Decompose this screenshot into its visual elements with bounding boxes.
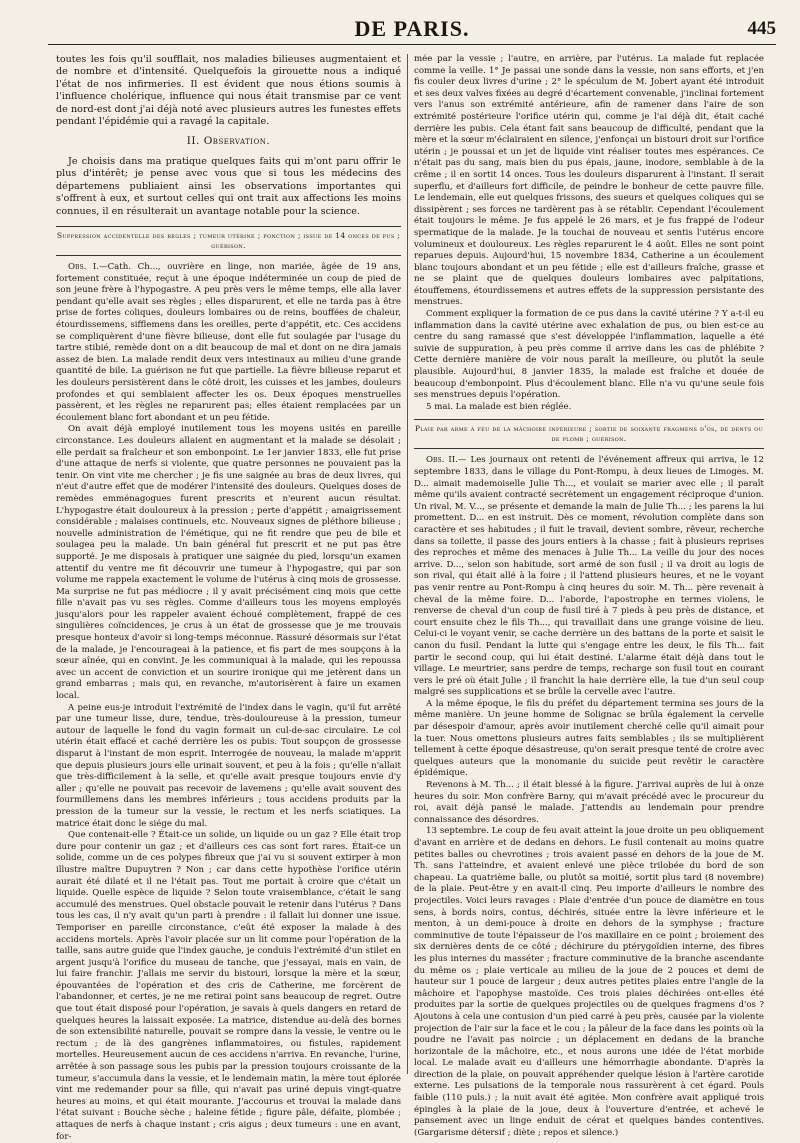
case-heading-2: Plaie par arme à feu de la mâchoire inférieure ; sortie de soixante fragmens d'os, de dents ou de plomb ; guérison. [414, 419, 764, 449]
column-divider [407, 54, 408, 1074]
paragraph: 13 septembre. Le coup de feu avait atteint la joue droite un peu obliquement d'avant en arrière et de dedans en dehors. Le fusil contenait au moins quatre petites balles ou chevrotines ; trois avaient passé en dehors de la joue de M. Th. sans l'atteindre, et avaient enlevé une pièce trilobée du bord de son chapeau. La quatrième balle, ou plutôt sa moitié, sortit plus tard (8 novembre) de la plaie. Peut-être y en avait-il cinq. Peu importe d'ailleurs le nombre des projectiles. Voici leurs ravages : Plaie d'entrée d'un pouce de diamètre en tous sens, à bords noirs, contus, déchirés, située entre la lèvre inférieure et le menton, à un demi-pouce à droite en dehors de la symphyse ; fracture comminutive de toute l'épaisseur de l'os maxillaire en ce point ; broiement des six dernières dents de ce côté ; déchirure du ptérygoïdien interne, des fibres les plus internes du masséter ; fracture comminutive de la branche ascendante du même os ; plaie verticale au milieu de la joue de 2 pouces et demi de hauteur sur 1 pouce de largeur ; deux autres petites plaies entre l'angle de la mâchoire et l'apophyse mastoïde. Ces trois plaies déchirées ont-elles été produites par la sortie de quelques projectiles ou de quelques fragmens d'os ? Ajoutons à cela une contusion d'un pied carré à peu près, causée par la violente projection de l'air sur la face et le cou ; la pâleur de la face dans les points où la poudre ne l'avait pas noircie ; un déplacement en dedans de la branche horizontale de la mâchoire, etc., et nous aurons une idée de l'état morbide local. Le malade avait eu d'ailleurs une hémorrhagie abondante. D'après la direction de la plaie, on pouvait appréhender quelque lésion à l'artère carotide externe. Les pulsations de la temporale nous rassurèrent à cet égard. Pouls faible (110 puls.) ; la nuit avait été agitée. Mon confrère avait appliqué trois épingles à la plaie de la joue, deux à l'ouverture d'entrée, et achevé le pansement avec un linge enduit de cérat et quelques bandes contentives. (Gargarisme détersif ; diète ; repos et silence.) [414, 826, 764, 1138]
right-column [414, 54, 764, 1138]
paragraph: Comment expliquer la formation de ce pus dans la cavité utérine ? Y a-t-il eu inflammation dans la cavité utérine avec exhalation de pus, ou bien est-ce au centre du sang ramassé que s'est développée l'inflammation, laquelle a été suivie de suppuration, à peu près comme il arrive dans les cas de phlébite ? Cette dernière manière de voir nous paraît la meilleure, ou plutôt la seule plausible. Aujourd'hui, 8 janvier 1835, la malade est fraîche et douée de beaucoup d'embonpoint. Plus d'écoulement blanc. Elle n'a vu qu'une seule fois ses menstrues depuis l'opération. [414, 309, 764, 401]
section-heading: II. Observation. [186, 135, 271, 148]
case-heading-1: Suppression accidentelle des règles ; tumeur utérine ; ponction ; issue de 14 onces de pus ; guérison. [56, 226, 401, 256]
observation-text: — Les journaux ont retenti de l'événement affreux qui arriva, le 12 septembre 1833, dans le village du Pont-Rompu, à deux lieues de Limoges. M. D... aimait mademoiselle Julie Th..., et voulait se marier avec elle ; il paraît même qu'ils avaient contracté secrètement un engagement réciproque d'union. Un rival, M. V..., se présente et demande la main de Julie Th... ; les parens la lui promettent. D... en est instruit. Dès ce moment, révolution complète dans son caractère et ses habitudes ; il fuit le travail, devient sombre, rêveur, recherche dans sa toilette, il passe des jours entiers à la chasse ; fait à plusieurs reprises des reproches et même des menaces à Julie Th... La veille du jour des noces arrive. D..., selon son habitude, sort armé de son fusil ; il va droit au logis de son rival, qui était allé à la foire ; il l'attend plusieurs heures, et ne le voyant pas venir rentre au Pont-Rompu à cinq heures du soir. M. Th... père revenait à cheval de la même foire. D... l'aborde, l'apostrophe en termes violens, le renverse de cheval d'un coup de fusil tiré à 7 pieds à peu près de distance, et court ensuite chez le fils Th..., qui travaillait dans une grange voisine de lieu. Celui-ci le voyant venir, se cache derrière un des battans de la porte et saisit le canon du fusil. Pendant la lutte qui s'engage entre les deux, le fils Th... fait partir le second coup, qui lui était destiné. L'alarme était déjà dans tout le village. Le meurtrier, sans perdre de temps, recharge son fusil tout en courant vers le pré où était Julie ; il franchit la haie derrière elle, la tue d'un seul coup malgré ses supplications et se brûle la cervelle avec l'autre. [414, 455, 764, 698]
page-title: DE PARIS. [354, 16, 470, 41]
page-number: 445 [747, 18, 776, 39]
paragraph: Que contenait-elle ? Était-ce un solide, un liquide ou un gaz ? Elle était trop dure pour contenir un gaz ; et d'ailleurs ces cas sont fort rares. Était-ce un solide, comme un de ces polypes fibreux que j'ai vu si souvent extirper à mon illustre maître Dupuytren ? Non ; car dans cette hypothèse l'orifice utérin aurait été dilaté et il ne l'était pas. Tout me portait à croire que c'était un liquide. Quelle espèce de liquide ? Selon toute vraisemblance, c'était le sang accumulé des menstrues. Quel obstacle pouvait le retenir dans l'utérus ? Dans tous les cas, il n'y avait qu'un parti à prendre : il fallait lui donner une issue. Temporiser en pareille circonstance, c'eût été exposer la malade à des accidens mortels. Après l'avoir placée sur un lit comme pour l'opération de la taille, sans autre guide que l'index gauche, je conduis l'extrémité d'un stilet en argent jusqu'à l'orifice du museau de tanche, que j'essayai, mais en vain, de lui faire franchir. J'allais me servir du bistouri, lorsque la mère et la sœur, épouvantées de l'opération et des cris de Catherine, me forcèrent de l'abandonner, et certes, je ne me retirai point sans beaucoup de regret. Outre que tout était disposé pour l'opération, je savais à quels dangers en retard de quelques heures la laissait exposée. La matrice, distendue au-delà des bornes de son extensibilité naturelle, pouvait se rompre dans la vessie, le ventre ou le rectum ; de là des gangrènes inflammatoires, ou fistules, rapidement mortelles. Heureusement aucun de ces accidens n'arriva. En revanche, l'urine, arrêtée à son passage sous les pubis par la pression toujours croissante de la tumeur, s'accumula dans la vessie, et le lendemain matin, la mère tout éplorée vint me redemander pour sa fille, qui n'avait pas uriné depuis vingt-quatre heures au moins, et qui était mourante. J'accourus et trouvai la malade dans l'état suivant : Bouche sèche ; haleine fétide ; figure pâle, défaite, plombée ; attaques de nerfs à chaque instant ; cris aigus ; deux tumeurs : une en avant, for- [56, 830, 401, 1142]
paragraph: A peine eus-je introduit l'extrémité de l'index dans le vagin, qu'il fut arrêté par une tumeur lisse, dure, tendue, très-douloureuse à la pression, tumeur autour de laquelle le fond du vagin formait un cul-de-sac circulaire. Le col utérin était effacé et caché derrière les os pubis. Tout soupçon de grossesse disparut à l'instant de mon esprit. Interrogée de nouveau, la malade m'apprit que depuis plusieurs jours elle urinait souvent, et peu à la fois ; qu'elle n'allait que très-difficilement à la selle, et qu'elle avait presque toujours envie d'y aller ; qu'elle ne pouvait pas recevoir de lavemens ; qu'elle avait souvent des fourmillemens dans les membres inférieurs ; tous accidens produits par la pression de la tumeur sur la vessie, le rectum et les nerfs sciatiques. La matrice était donc le siége du mal. [56, 702, 401, 829]
left-column [56, 54, 401, 1142]
observation-label: Obs. II. [426, 455, 458, 466]
observation-2 [414, 455, 764, 698]
paragraph: A la même époque, le fils du préfet du département termina ses jours de la même manière. Un jeune homme de Solignac se brûla également la cervelle par désespoir d'amour, après avoir inutilement cherché celle qu'il aimait pour la tuer. Nous omettons plusieurs autres faits semblables ; ils se multiplièrent tellement à cette époque désastreuse, qu'on serait presque tenté de croire avec quelques auteurs que la monomanie du suicide peut revêtir le caractère épidémique. [414, 698, 764, 779]
observation-text: —Cath. Ch..., ouvrière en linge, non mariée, âgée de 19 ans, fortement constituée, reçut à une époque indéterminée un coup de pied de son jeune frère à l'hypogastre. A peu près vers le même temps, elle alla laver pendant qu'elle avait ses règles ; elles disparurent, et elle ne tarda pas à être prise de fortes coliques, douleurs lombaires ou de reins, bouffées de chaleur, étourdissemens, sifflemens dans les oreilles, perte d'appétit, etc. Ces accidens se compliquèrent d'une fièvre bilieuse, dont elle fut soulagée par l'usage du tartre stibié, remède dont on a dit beaucoup de mal et dont on ne dira jamais assez de bien. La malade rendit deux vers intestinaux au milieu d'une grande quantité de bile. La guérison ne fut que partielle. La fièvre bilieuse reparut et les douleurs persistèrent dans le côté droit, les cuisses et les jambes, douleurs profondes et qui semblaient affecter les os. Deux époques menstruelles passèrent, et les règles ne reparurent pas; elles étaient remplacées par un écoulement blanc fort abondant et un peu fétide. [56, 262, 401, 423]
continued-paragraph: toutes les fois qu'il soufflait, nos maladies bilieuses augmentaient et de nombre et d'intensité. Quelquefois la girouette nous a indiqué l'état de nos infirmeries. Il est évident que nous étions soumis à l'influence cholérique, influence qui nous était transmise par ce vent de nord-est dont j'ai déjà noté avec plusieurs autres les funestes effets pendant l'épidémie qui a ravagé la capitale. [56, 54, 401, 128]
paragraph: Revenons à M. Th... ; il était blessé à la figure. J'arrivai auprès de lui à onze heures du soir. Mon confrère Barny, qui m'avait précédé avec le procureur du roi, avait déjà pansé le malade. J'attendis au lendemain pour prendre connaissance des désordres. [414, 780, 764, 825]
paragraph: 5 mai. La malade est bien réglée. [426, 401, 572, 412]
observation-label: Obs. I. [68, 262, 100, 273]
paragraph: On avait déjà employé inutilement tous les moyens usités en pareille circonstance. Les douleurs allaient en augmentant et la malade se désolait ; elle perdait sa fraîcheur et son embonpoint. Le 1er janvier 1833, elle fut prise d'une attaque de nerfs si violente, que quatre personnes ne pouvaient pas la tenir. On vint vite me chercher ; je fis une saignée au bras de deux livres, qui n'eut d'autre effet que de modérer l'intensité des douleurs. Quelques doses de remèdes emménagogues furent prescrits et n'eurent aucun résultat. L'hypogastre était douloureux à la pression ; perte d'appétit ; amaigrissement considérable ; malaises continuels, etc. Nouveaux signes de pléthore bilieuse ; nouvelle administration de l'émétique, qui ne fit rendre que peu de bile et soulagea peu la malade. Un bain général fut prescrit et ne put pas être supporté. Je me disposais à pratiquer une saignée du pied, lorsqu'un examen attentif du ventre me fit découvrir une tumeur à l'hypogastre, qui par son volume me rappela exactement le volume de l'utérus à cinq mois de grossesse. Ma surprise ne fut pas médiocre ; il y avait précisément cinq mois que cette fille n'avait pas vu ses règles. Comme d'ailleurs tous les moyens employés jusqu'alors pour les rappeler avaient échoué complètement, frappé de ces singulières coïncidences, je crus à un état de grossesse que je me trouvais presque honteux d'avoir si long-temps méconnue. Rassuré désormais sur l'état de la malade, je l'encourageai à la patience, et fis part de mes soupçons à la sœur aînée, qui en convint. Je les communiquai à la malade, qui les repoussa avec un accent de conviction et un sourire ironique qui me jetèrent dans un grand embarras ; mais qui, en revanche, m'autorisèrent à faire un examen local. [56, 424, 401, 702]
observation-1 [56, 262, 401, 424]
page-header [48, 14, 776, 45]
continued-paragraph: mée par la vessie ; l'autre, en arrière, par l'utérus. La malade fut replacée comme la veille. 1° Je passai une sonde dans la vessie, non sans efforts, et j'en fis couler deux livres d'urine ; 2° le spéculum de M. Jobert ayant été introduit et ses deux valves fixées au degré d'écartement convenable, j'inclinai fortement vers l'anus son extrémité antérieure, afin de ramener dans l'aire de son extrémité postérieure l'orifice utérin qui, comme je l'ai déjà dit, était caché derrière les pubis. Cela étant fait sans beaucoup de difficulté, pendant que la mère et la sœur m'éclairaient en silence, j'enfonçai un bistouri droit sur l'orifice utérin ; je poussai et un jet de liquide vint réaliser toutes mes espérances. Ce n'était pas du sang, mais bien du pus épais, jaune, inodore, semblable à de la crême ; il en sortit 14 onces. Tous les douleurs disparurent à l'instant. Il serait superflu, et d'ailleurs fort difficile, de peindre le bonheur de cette pauvre fille. Le lendemain, elle eut quelques frissons, des sueurs et quelques coliques qui se dissipèrent ; ses forces ne tardèrent pas à se rétablir. Cependant l'écoulement était toujours le même. Je fus appelé le 26 mars, et je fus frappé de l'odeur spermatique de la malade. Je la touchai de nouveau et sentis l'utérus encore volumineux et douloureux. Les règles reparurent le 4 août. Elles ne sont point reparues depuis. Aujourd'hui, 15 novembre 1834, Catherine a un écoulement blanc toujours abondant et un peu fétide ; elle est d'ailleurs fraîche, grasse et ne se plaint que de quelques douleurs lombaires avec palpitations, étouffemens, étourdissemens et autres effets de la suppression persistante des menstrues. [414, 54, 764, 308]
intro-paragraph: Je choisis dans ma pratique quelques faits qui m'ont paru offrir le plus d'intérêt; je pense avec vous que si tous les médecins des départemens publiaient ainsi les observations importantes qui s'offrent à eux, et surtout celles qui ont trait aux affections les moins connues, il en résulterait un avantage notable pour la science. [56, 156, 401, 217]
